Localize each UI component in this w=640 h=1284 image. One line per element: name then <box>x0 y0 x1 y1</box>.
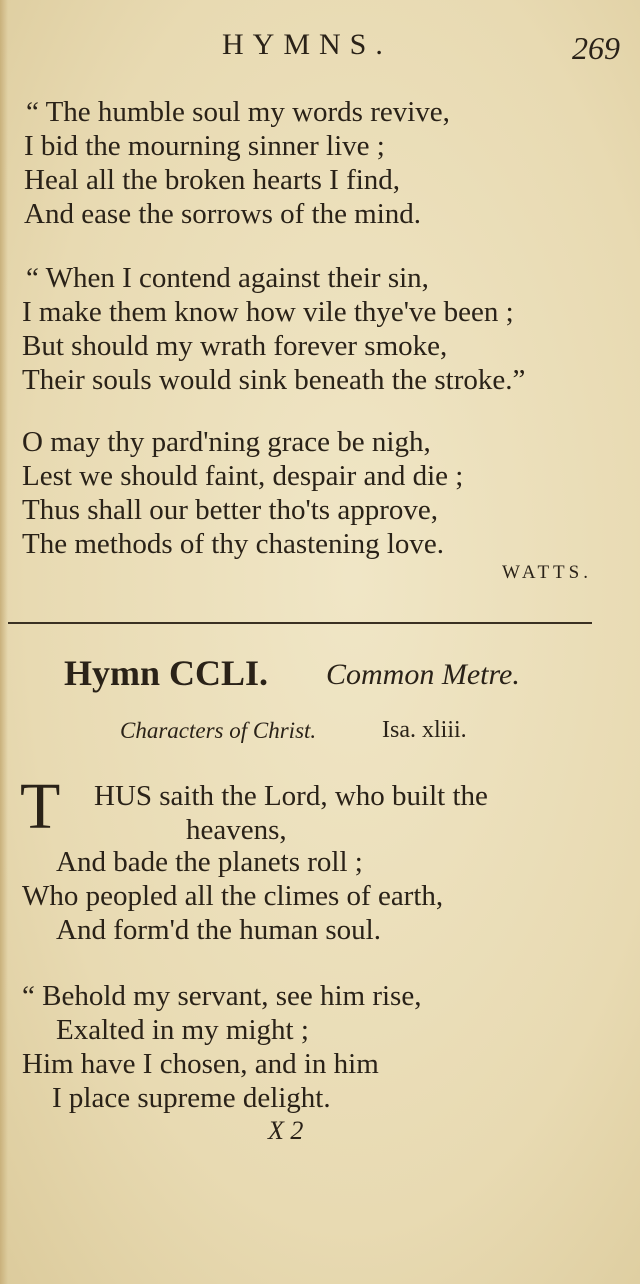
verse-line: And bade the planets roll ; <box>56 846 363 878</box>
verse-line: heavens, <box>186 814 287 846</box>
drop-cap: T <box>20 770 61 843</box>
running-head: HYMNS. <box>222 28 392 61</box>
verse-line: I make them know how vile thye've been ; <box>22 296 514 328</box>
verse-line: The methods of thy chastening love. <box>22 528 445 560</box>
author-attribution: WATTS. <box>502 562 592 583</box>
verse-line: HUS saith the Lord, who built the <box>94 780 488 812</box>
verse-line: Heal all the broken hearts I find, <box>24 164 401 196</box>
hymn-title: Hymn CCLI. <box>64 653 269 693</box>
verse-line: Their souls would sink beneath the stroke.” <box>22 364 526 396</box>
verse-line: I bid the mourning sinner live ; <box>24 130 385 162</box>
hymn-meter: Common Metre. <box>326 658 520 691</box>
verse-line: Exalted in my might ; <box>56 1014 309 1046</box>
section-divider <box>8 622 592 624</box>
verse-line: But should my wrath forever smoke, <box>22 330 448 362</box>
verse-line: Him have I chosen, and in him <box>22 1048 379 1080</box>
verse-line: O may thy pard'ning grace be nigh, <box>22 426 431 458</box>
verse-line: “ When I contend against their sin, <box>26 262 429 294</box>
page-header <box>0 26 640 66</box>
signature-mark: X 2 <box>268 1116 304 1145</box>
verse-line: “ Behold my servant, see him rise, <box>22 980 422 1012</box>
hymn-subject: Characters of Christ. <box>120 718 317 743</box>
verse-line: And ease the sorrows of the mind. <box>24 198 422 230</box>
verse-line: “ The humble soul my words revive, <box>26 96 450 128</box>
verse-line: Who peopled all the climes of earth, <box>22 880 444 912</box>
scripture-reference: Isa. xliii. <box>382 717 467 743</box>
verse-line: I place supreme delight. <box>52 1082 331 1114</box>
verse-line: And form'd the human soul. <box>56 914 381 946</box>
verse-line: Lest we should faint, despair and die ; <box>22 460 464 492</box>
verse-line: Thus shall our better tho'ts approve, <box>22 494 438 526</box>
page-binding-shadow <box>0 0 8 1284</box>
page-number: 269 <box>572 30 620 66</box>
